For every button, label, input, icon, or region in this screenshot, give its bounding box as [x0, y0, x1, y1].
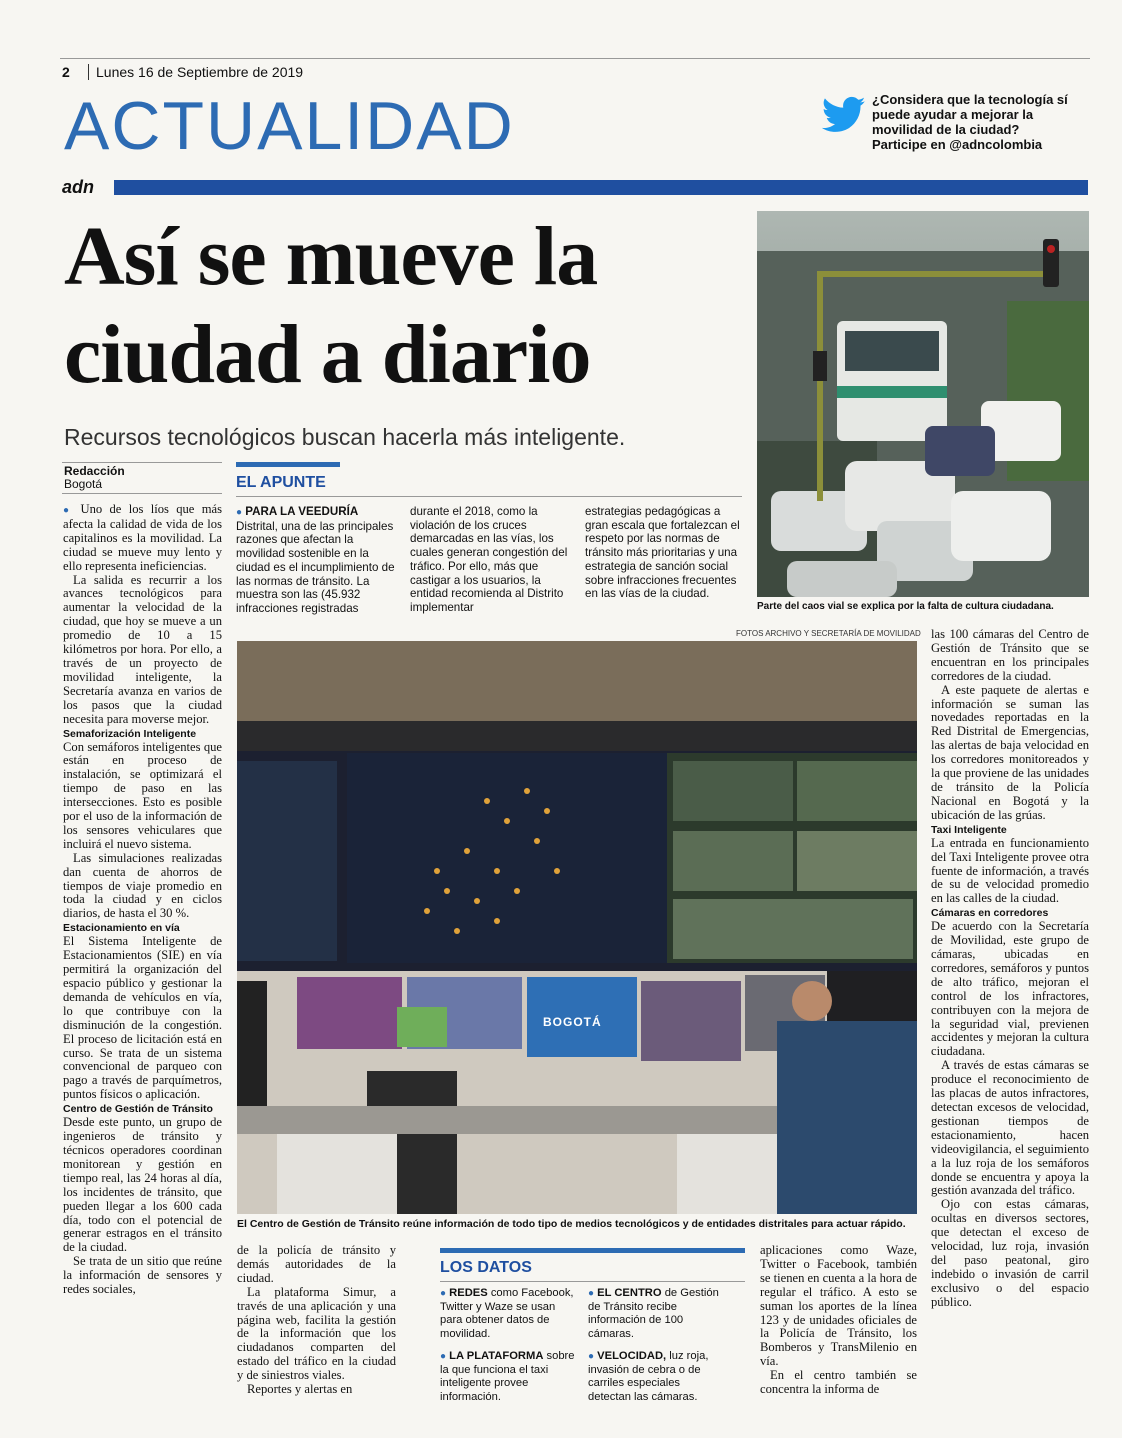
datos-rule [440, 1248, 745, 1253]
byline-rule [62, 462, 222, 463]
datos-title: LOS DATOS [440, 1259, 532, 1276]
photo-credit: FOTOS ARCHIVO Y SECRETARÍA DE MOVILIDAD [736, 629, 921, 638]
apunte-title: EL APUNTE [236, 474, 326, 491]
paragraph: La entrada en funcionamiento del Taxi Inteligente provee otra fuente de información, a través de su de velocidad promedio en las calles de la ciudad. [931, 835, 1089, 906]
control-center-caption: El Centro de Gestión de Tránsito reúne información de todo tipo de medios tecnológicos y de entidades distritales para actuar rápido. [237, 1218, 906, 1230]
paragraph: A este paquete de alertas e información se suman las novedades reportadas en la Red Distrital de Emergencias, las alertas de baja velocidad en los corredores monitoreados y la que proviene de las unidades de tránsito de la Policía Nacional en Bogotá y la ubicación de las grúas. [931, 682, 1089, 822]
subheading-camaras: Cámaras en corredores [931, 907, 1049, 920]
control-center-photo [237, 641, 917, 1214]
datos-item-lead: VELOCIDAD, [597, 1350, 667, 1362]
datos-item-centro: ● EL CENTRO de Gestión de Tránsito recibe información de 100 cámaras. [588, 1287, 719, 1341]
paragraph: aplicaciones como Waze, Twitter o Facebook, también se tienen en cuenta a la hora de regular el tráfico. A esto se suman los aportes de la línea 123 y de unidades oficiales de la Policía de Tránsito, los Bomberos y TransMilenio en vía. [760, 1243, 917, 1369]
article-column-right [931, 628, 1089, 1310]
subheading-centro-gestion: Centro de Gestión de Tránsito [63, 1103, 213, 1116]
twitter-line-1: ¿Considera que la tecnología sí [872, 92, 1068, 107]
datos-underline [440, 1281, 745, 1282]
subheading-semaforizacion: Semaforización Inteligente [63, 727, 197, 740]
byline: Redacción [64, 464, 125, 478]
paragraph: Desde este punto, un grupo de ingenieros de tránsito y técnicos operadores coordinan monitorean y gestión en tiempo real, las 24 horas al día, los incidentes de tránsito, que pueden llegar a los 600 cada día, todo con el potencial de generar estragos en el tránsito de la ciudad. [63, 1115, 222, 1255]
brand-bar [114, 180, 1088, 195]
paragraph: De acuerdo con la Secretaría de Movilidad, este grupo de cámaras, ubicadas en corredores, semáforos y puntos de alto tráfico, mejoran el control de los infractores, contribuyen con la mejora de la seguridad vial, previenen accidentes y mejoran la cultura ciudadana. [931, 919, 1089, 1059]
traffic-photo [757, 211, 1089, 597]
paragraph: las 100 cámaras del Centro de Gestión de Tránsito que se encuentran en los principales corredores de la ciudad. [931, 627, 1089, 683]
paragraph: Ojo con estas cámaras, ocultas en diversos sectores, que detectan el exceso de velocidad, luz roja, invasión del paso peatonal, giro indebido o invasión de carril exclusivo o del espacio público. [931, 1197, 1089, 1309]
dateline: Bogotá [64, 477, 103, 491]
traffic-photo-caption: Parte del caos vial se explica por la falta de cultura ciudadana. [757, 601, 1054, 612]
datos-item-text: sobre la que funciona el taxi inteligente provee información. [440, 1350, 575, 1404]
apunte-lead: PARA LA VEEDURÍA [245, 505, 359, 518]
twitter-icon [822, 96, 866, 134]
page-number: 2 [62, 64, 70, 80]
apunte-col-2: durante el 2018, como la violación de los cruces demarcadas en las vías, los cuales generan congestión del tráfico. Por ello, más que castigar a los usuarios, la entidad recomienda al Distrito implementar [410, 505, 568, 614]
paragraph: Las simulaciones realizadas dan cuenta de ahorros de tiempos de viaje promedio en toda la ciudad y en ciclos diarios, de hasta el 30 %. [63, 850, 222, 921]
byline-rule-bottom [62, 493, 222, 494]
headline-line-2: ciudad a diario [64, 308, 591, 401]
section-title: ACTUALIDAD [64, 88, 515, 164]
twitter-line-2: puede ayudar a mejorar la [872, 107, 1034, 122]
datos-item-plataforma: ● LA PLATAFORMA sobre la que funciona el taxi inteligente provee información. [440, 1350, 575, 1404]
headline [64, 208, 597, 404]
datos-item-lead: EL CENTRO [597, 1287, 662, 1299]
paragraph: Con semáforos inteligentes que están en proceso de instalación, se optimizará el tiempo de paso en las intersecciones. Esto es posible por el uso de la información de los sensores vehiculares que incluirá el nuevo sistema. [63, 739, 222, 851]
twitter-line-3: movilidad de la ciudad? [872, 122, 1020, 137]
header-rule [60, 58, 1090, 59]
paragraph: ● Uno de los líos que más afecta la calidad de vida de los capitalinos es la movilidad. La ciudad se mueve muy lento y ello representa ineficiencias. [63, 502, 222, 573]
paragraph: Se trata de un sitio que reúne la información de sensores y redes sociales, [63, 1254, 222, 1297]
paragraph: La salida es recurrir a los avances tecnológicos para aumentar la velocidad de la ciudad, que hoy se mueve a un promedio de 10 a 15 kilómetros por hora. Por ello, a través de un proyecto de movilidad inteligente, la Secretaría avanza en varios de los pasos que la ciudad necesita para moverse mejor. [63, 572, 222, 726]
datos-item-velocidad: ● VELOCIDAD, luz roja, invasión de cebra o de carriles especiales detectan las cámaras. [588, 1350, 709, 1404]
datos-item-text: de Gestión de Tránsito recibe información de 100 cámaras. [588, 1287, 719, 1341]
paragraph: El Sistema Inteligente de Estacionamientos (SIE) en vía permitirá la organización del espacio público y gestionar la demanda de vehículos en vía, lo que contribuye con la disminución de la congestión. El proceso de licitación está en curso. Se trata de un sistema convencional de parqueo con pago a través de parquímetros, puntos físicos o aplicación. [63, 934, 222, 1102]
article-column-4-bottom [760, 1244, 917, 1397]
apunte-col-3: estrategias pedagógicas a gran escala que fortalezcan el respeto por las normas de tránsito más prioritarias y una estrategia de sanción social sobre infracciones frecuentes en las vías de la ciudad. [585, 505, 740, 601]
subheading-estacionamiento: Estacionamiento en vía [63, 922, 180, 935]
apunte-text-1: Distrital, una de las principales razones que afectan la movilidad sostenible en la ciudad es el incumplimiento de las normas de tránsito. La muestra son las (45.932 infracciones registradas [236, 519, 395, 615]
subheading-taxi: Taxi Inteligente [931, 823, 1007, 836]
page-date: Lunes 16 de Septiembre de 2019 [88, 64, 303, 80]
apunte-underline [236, 496, 742, 497]
article-column-1 [63, 503, 222, 1297]
datos-item-text: como Facebook, Twitter y Waze se usan para obtener datos de movilidad. [440, 1287, 574, 1341]
article-column-2-bottom [237, 1244, 396, 1397]
paragraph: La plataforma Simur, a través de una aplicación y una página web, facilita la gestión de la información que los ciudadanos comparten del estado del tráfico en la ciudad y de siniestros viales. [237, 1284, 396, 1383]
apunte-col-1: ● PARA LA VEEDURÍA Distrital, una de las principales razones que afectan la movilidad sostenible en la ciudad es el incumplimiento de las normas de tránsito. La muestra son las (45.932 infracciones registradas [236, 505, 395, 615]
adn-logo: adn [62, 177, 95, 197]
twitter-handle: Participe en @adncolombia [872, 137, 1043, 152]
datos-item-text: luz roja, invasión de cebra o de carriles especiales detectan las cámaras. [588, 1350, 709, 1404]
apunte-rule [236, 462, 340, 467]
datos-item-lead: REDES [449, 1287, 488, 1299]
paragraph: Reportes y alertas en [247, 1382, 353, 1397]
paragraph: de la policía de tránsito y demás autoridades de la ciudad. [237, 1243, 396, 1285]
subheadline: Recursos tecnológicos buscan hacerla más inteligente. [64, 424, 626, 450]
headline-line-1: Así se mueve la [64, 210, 598, 303]
datos-item-lead: LA PLATAFORMA [449, 1350, 544, 1362]
monitor-logo: BOGOTÁ [543, 1015, 602, 1029]
paragraph-text: Uno de los líos que más afecta la calidad de vida de los capitalinos es la movilidad. La ciudad se mueve muy lento y ello representa ineficiencias. [63, 502, 222, 573]
paragraph: En el centro también se concentra la informa de [760, 1368, 917, 1397]
twitter-promo [872, 92, 1082, 152]
paragraph: A través de estas cámaras se produce el reconocimiento de las placas de autos infractores, detectan excesos de velocidad, gestionan tiempos de estacionamiento, hacen videovigilancia, el seguimiento a la luz roja de los semáforos donde se encuentra y apoya la gestión avanzada del tráfico. [931, 1058, 1089, 1198]
datos-item-redes: ● REDES como Facebook, Twitter y Waze se usan para obtener datos de movilidad. [440, 1287, 574, 1341]
